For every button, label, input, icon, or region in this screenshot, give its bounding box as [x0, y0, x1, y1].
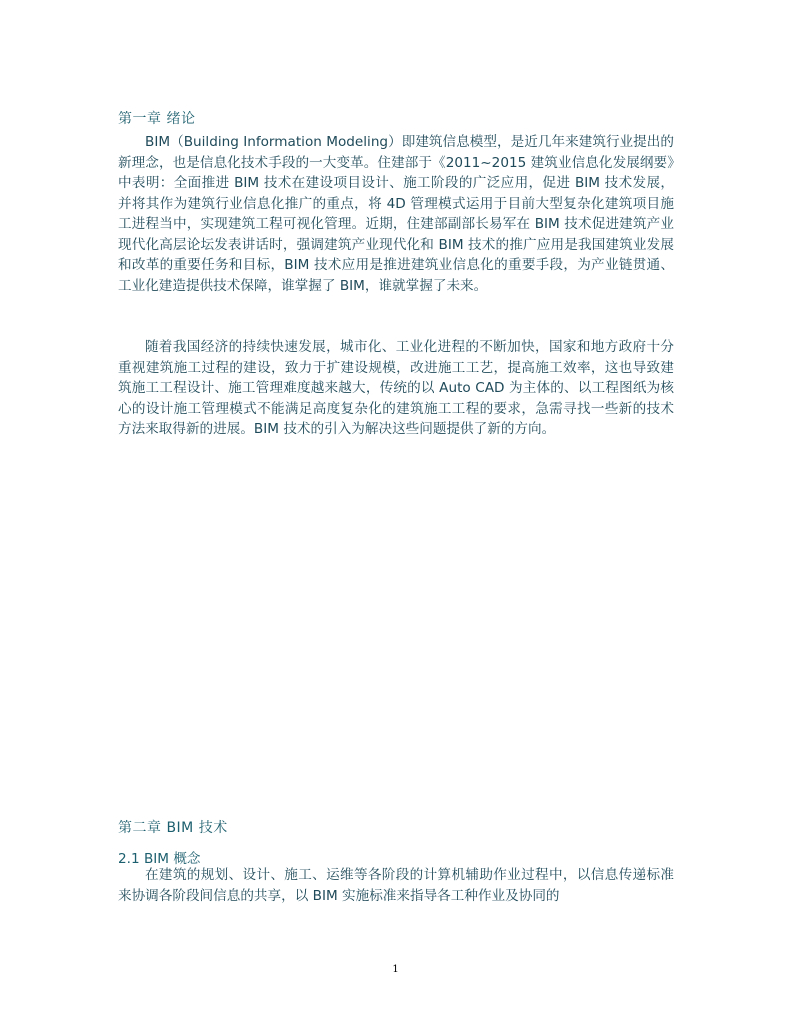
section-2-1-title: 2.1 BIM 概念	[118, 851, 201, 867]
page-number: 1	[392, 964, 399, 975]
chapter-2-title: 第二章 BIM 技术	[118, 820, 228, 836]
chapter-1-paragraph-1: BIM（Building Information Modeling）即建筑信息模型，是近几年来建筑行业提出的新理念，也是信息化技术手段的一大变革。住建部于《2011~2015 建筑业信息化发展纲要》中表明：全面推进 BIM 技术在建设项目设计、施工阶段的广泛应用，促进 BIM 技术发展，并将其作为建筑行业信息化推广的重点，将 4D 管理模式运用于目前大型复杂化建筑项目施工进程当中，实现建筑工程可视化管理。近期，住建部副部长易军在 BIM 技术促进建筑产业现代化高层论坛发表讲话时，强调建筑产业现代化和 BIM 技术的推广应用是我国建筑业发展和改革的重要任务和目标，BIM 技术应用是推进建筑业信息化的重要手段，为产业链贯通、工业化建造提供技术保障，谁掌握了 BIM，谁就掌握了未来。	[118, 134, 674, 294]
chapter-1-paragraph-2: 随着我国经济的持续快速发展，城市化、工业化进程的不断加快，国家和地方政府十分重视建筑施工过程的建设，致力于扩建设规模，改进施工工艺，提高施工效率，这也导致建筑施工工程设计、施工管理难度越来越大，传统的以 Auto CAD 为主体的、以工程图纸为核心的设计施工管理模式不能满足高度复杂化的建筑施工工程的要求，急需寻找一些新的技术方法来取得新的进展。BIM 技术的引入为解决这些问题提供了新的方向。	[118, 339, 674, 437]
section-2-1-paragraph: 在建筑的规划、设计、施工、运维等各阶段的计算机辅助作业过程中，以信息传递标准来协调各阶段间信息的共享，以 BIM 实施标准来指导各工种作业及协同的	[118, 867, 674, 904]
chapter-1-title: 第一章 绪论	[118, 111, 196, 127]
